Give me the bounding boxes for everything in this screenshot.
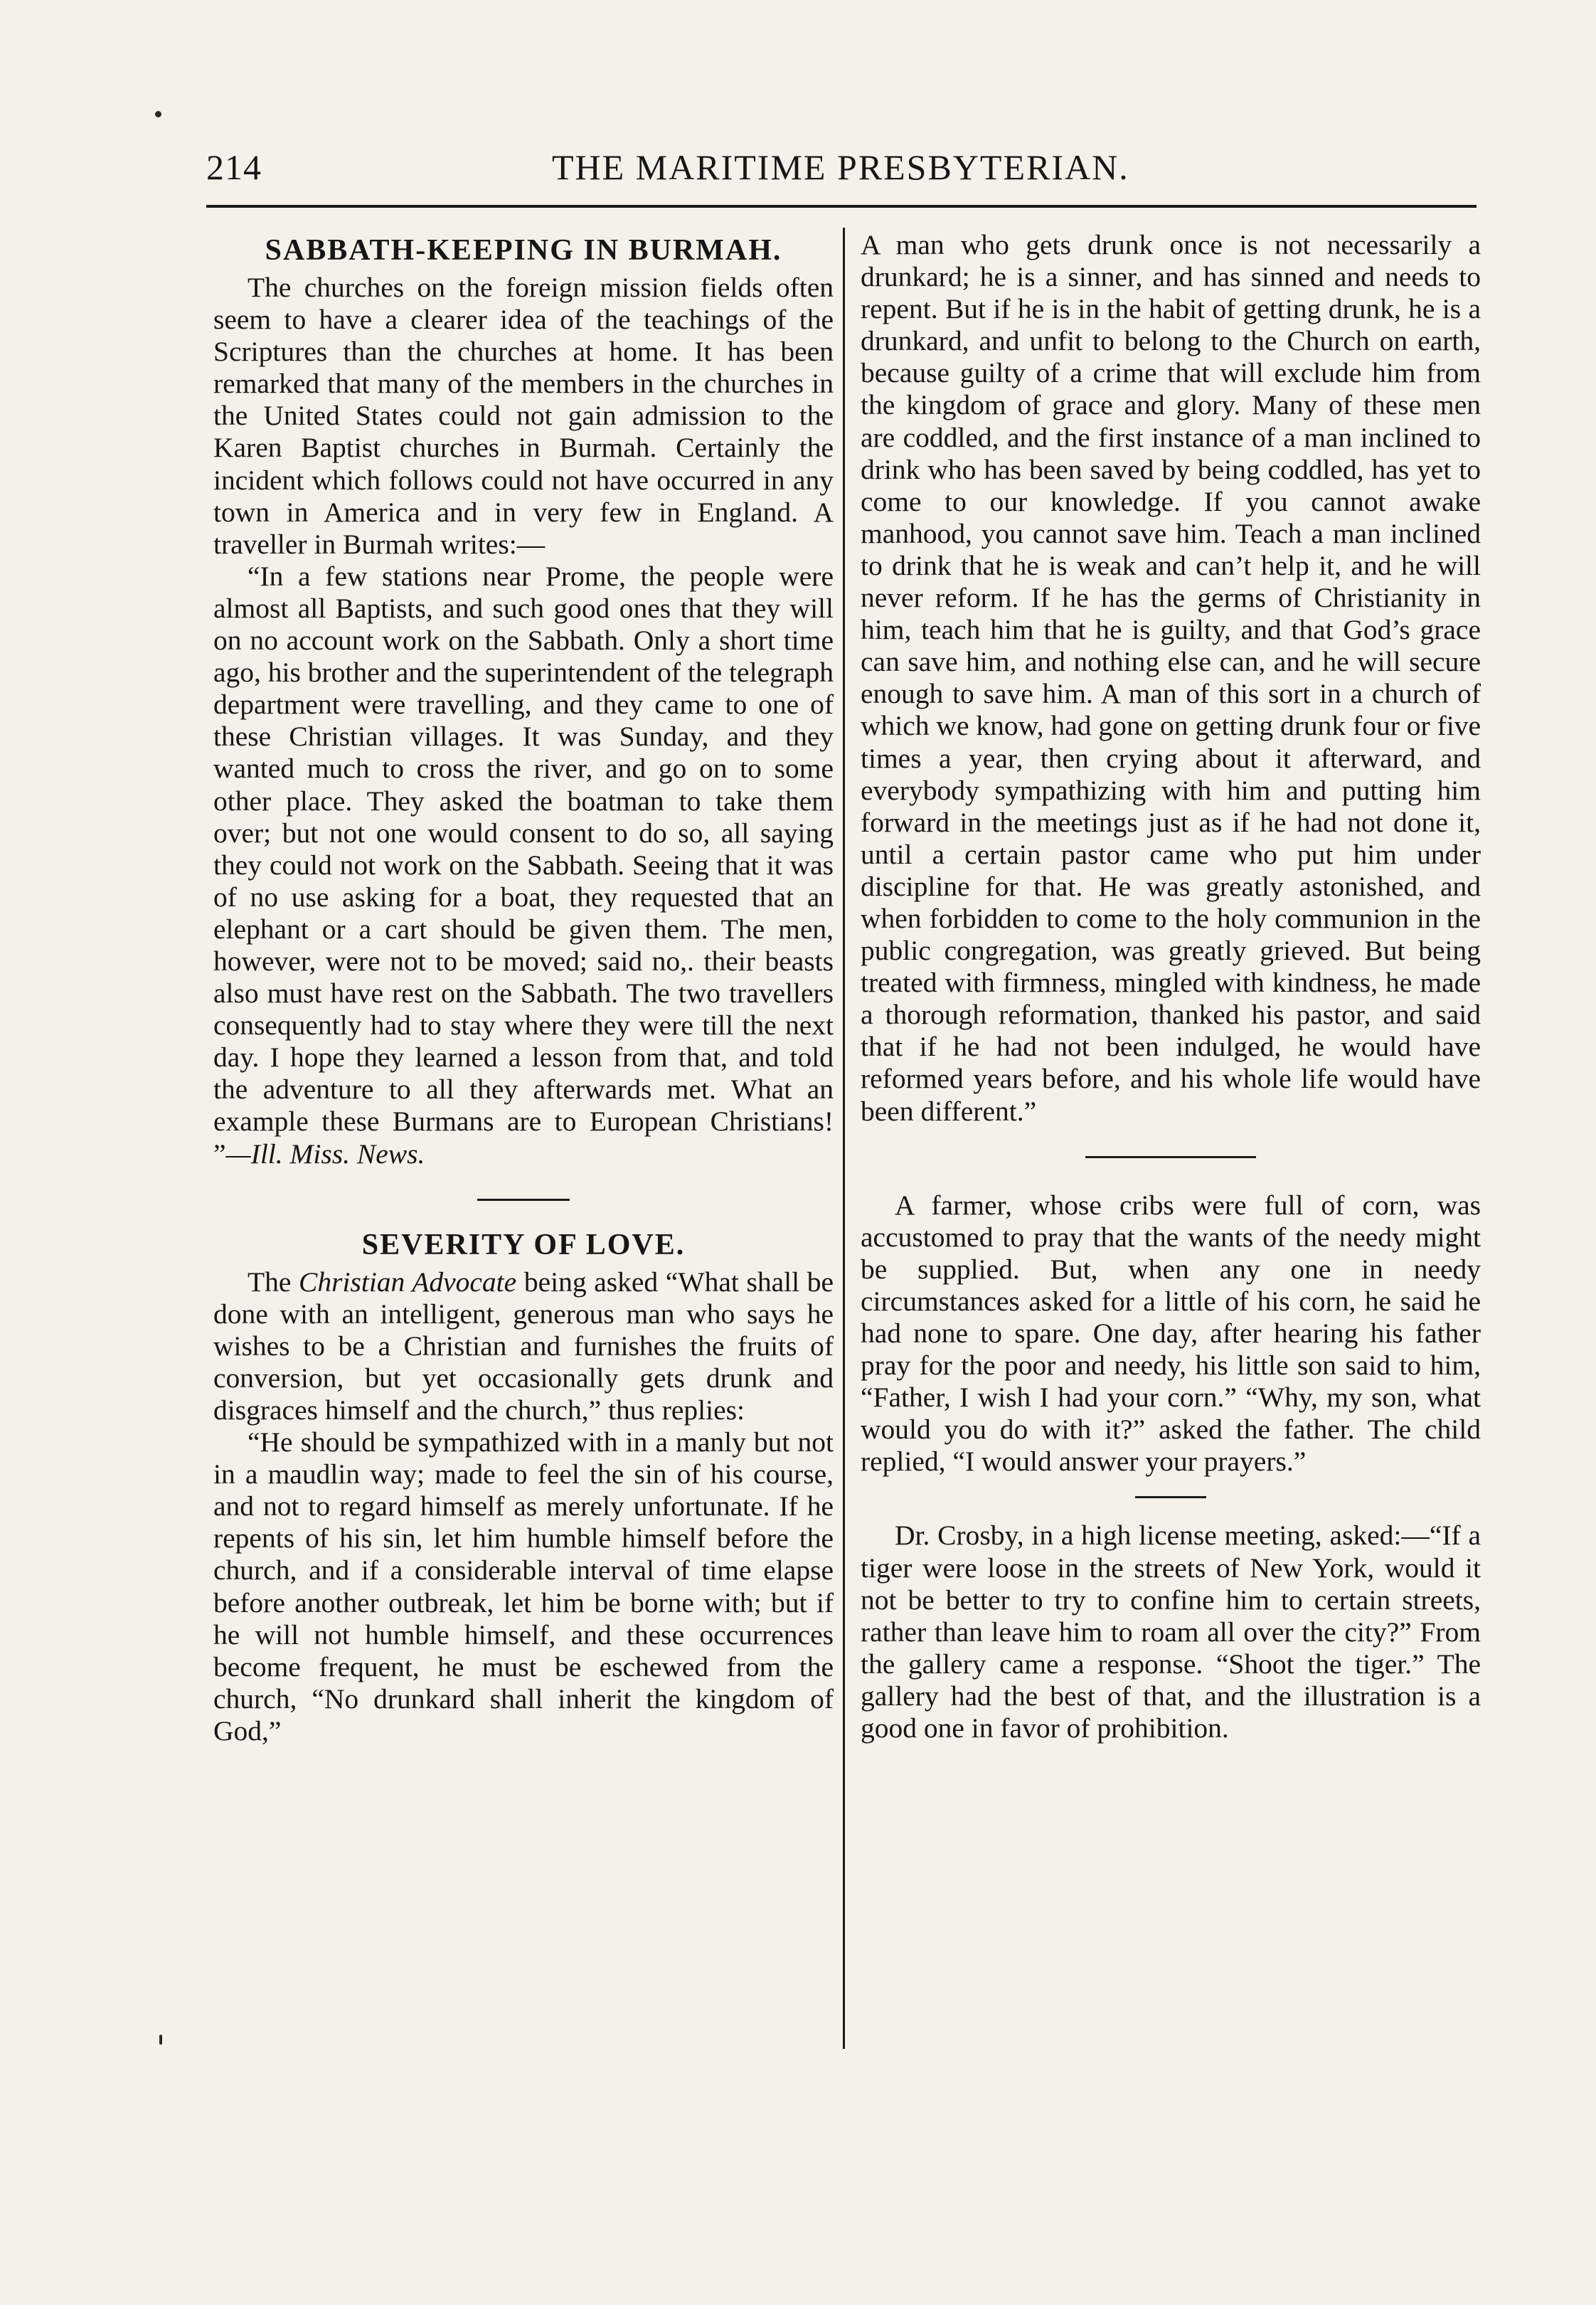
article-farmer: A farmer, whose cribs were full of corn, was accustomed to pray that the wants of the needy might be supplied. But, when any one in needy circumstances asked for a little of his corn, he said he had none to spare. One day, after hearing his father pray for the poor and needy, his little son said to him, “Father, I wish I had your corn.” “Why, my son, what would you do with it?” asked the father. The child replied, “I would answer your prayers.” — [861, 1189, 1481, 1478]
right-column — [861, 229, 1481, 1744]
section-rule — [477, 1199, 570, 1201]
section-rule — [1085, 1156, 1256, 1158]
article-severity-of-love — [213, 1224, 834, 1747]
article-source: —Ill. Miss. News. — [225, 1138, 425, 1170]
article-paragraph — [213, 1266, 834, 1426]
article-heading: SEVERITY OF LOVE. — [361, 1228, 686, 1261]
quoted-text: “In a few stations near Prome, the people were almost all Baptists, and such good ones that they will on no account work on the Sabbath. Only a short time ago, his brother and the superintendent of the telegraph department were travelling, and they came to one of these Christian villages. It was Sunday, and they wanted much to cross the river, and go on to some other place. They asked the boatman to take them over; but not one would consent to do so, all saying they could not work on the Sabbath. Seeing that it was of no use asking for a boat, they requested that an elephant or a cart should be given them. The men, however, were not to be moved; said no,. their beasts also must have rest on the Sabbath. The two travellers consequently had to stay where they were till the next day. I hope they learned a lesson from that, and told the adventure to all they afterwards met. What an example these Burmans are to European Christians! ” — [213, 560, 834, 1170]
header-rule — [206, 205, 1477, 208]
paragraph-text: being asked “What shall be done with an intelligent, generous man who says he wishes to be a Christian and furnishes the fruits of conversion, but yet occasionally gets drunk and disgraces himself and the church,” thus replies: — [213, 1266, 834, 1426]
paragraph-text: The — [248, 1266, 299, 1298]
column-divider — [843, 228, 845, 2049]
section-rule — [1135, 1496, 1206, 1498]
ink-speck — [159, 2035, 162, 2045]
article-paragraph: The churches on the foreign mission fields often seem to have a clearer idea of the teachings of the Scriptures than the churches at home. It has been remarked that many of the members in the churches in the United States could not gain admission to the Karen Baptist churches in Burmah. Certainly the incident which follows could not have occurred in any town in America and in very few in England. A traveller in Burmah writes:— — [213, 272, 834, 560]
article-heading: SABBATH-KEEPING IN BURMAH. — [265, 234, 782, 267]
article-crosby: Dr. Crosby, in a high license meeting, asked:—“If a tiger were loose in the streets of New York, would it not be better to try to confine him to certain streets, rather than leave him to roam all over the city?” From the gallery came a response. “Shoot the tiger.” The gallery had the best of that, and the illustration is a good one in favor of prohibition. — [861, 1520, 1481, 1744]
publication-title: THE MARITIME PRESBYTERIAN. — [552, 147, 1129, 187]
article-sabbath-keeping — [213, 229, 834, 1170]
article-paragraph — [213, 561, 834, 1170]
page-header — [206, 147, 1479, 191]
publication-name: Christian Advocate — [299, 1266, 517, 1298]
page-number: 214 — [206, 147, 262, 187]
ink-speck — [155, 111, 161, 117]
article-continuation: A man who gets drunk once is not necessarily a drunkard; he is a sinner, and has sinned and needs to repent. But if he is in the habit of getting drunk, he is a drunkard, and unfit to belong to the Church on earth, because guilty of a crime that will exclude him from the kingdom of grace and glory. Many of these men are coddled, and the first instance of a man inclined to drink who has been saved by being coddled, has yet to come to our knowledge. If you cannot awake manhood, you cannot save him. Teach a man inclined to drink that he is weak and can’t help it, and he will never reform. If he has the germs of Christianity in him, teach him that he is guilty, and that God’s grace can save him, and nothing else can, and he will secure enough to save him. A man of this sort in a church of which we know, had gone on getting drunk four or five times a year, then crying about it afterward, and everybody sympathizing with him and putting him forward in the meetings just as if he had not done it, until a certain pastor came who put him under discipline for that. He was greatly astonished, and when forbidden to come to the holy communion in the public congregation, was greatly grieved. But being treated with firmness, mingled with kindness, he made a thorough reformation, thanked his pastor, and said that if he had not been indulged, he would have reformed years before, and his whole life would have been different.” — [861, 229, 1481, 1127]
article-paragraph: “He should be sympathized with in a manly but not in a maudlin way; made to feel the sin of his course, and not to regard himself as merely unfortunate. If he repents of his sin, let him humble himself before the church, and if a considerable interval of time elapse before another outbreak, let him be borne with; but if he will not humble himself, and these occurrences become frequent, he must be eschewed from the church, “No drunkard shall inherit the kingdom of God,” — [213, 1426, 834, 1747]
left-column — [213, 229, 834, 1747]
